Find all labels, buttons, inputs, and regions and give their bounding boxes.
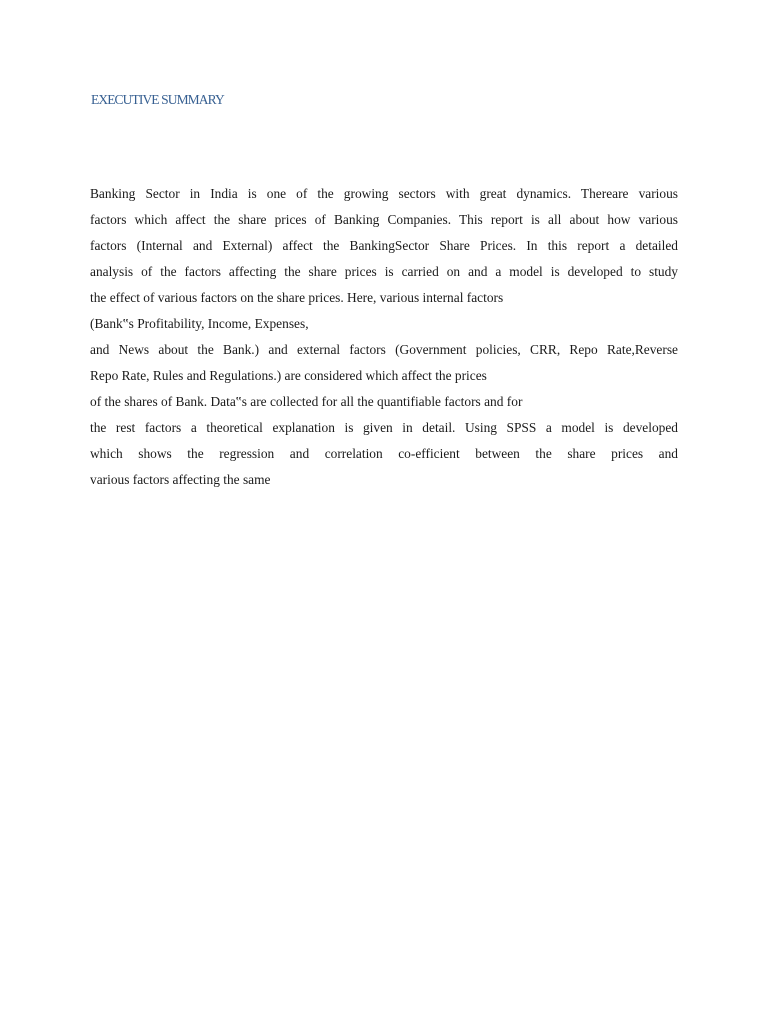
paragraph-line: Banking Sector in India is one of the growing sectors with great dynamics. Thereare various [90,186,678,201]
paragraph-line: factors (Internal and External) affect the BankingSector Share Prices. In this report a detailed [90,238,678,253]
paragraph-line: Repo Rate, Rules and Regulations.) are considered which affect the prices [90,368,487,383]
paragraph-line: various factors affecting the same [90,472,271,487]
paragraph-line: analysis of the factors affecting the share prices is carried on and a model is developed to study [90,264,678,279]
paragraph-line: and News about the Bank.) and external factors (Government policies, CRR, Repo Rate,Reverse [90,342,678,357]
summary-paragraph [90,181,678,493]
paragraph-line: the rest factors a theoretical explanation is given in detail. Using SPSS a model is developed [90,420,678,435]
paragraph-line: of the shares of Bank. Data‟s are collected for all the quantifiable factors and for [90,394,523,409]
paragraph-line: which shows the regression and correlation co-efficient between the share prices and [90,446,678,461]
executive-summary-heading: EXECUTIVE SUMMARY [91,92,224,107]
paragraph-line: (Bank‟s Profitability, Income, Expenses, [90,316,309,331]
paragraph-line: the effect of various factors on the share prices. Here, various internal factors [90,290,504,305]
paragraph-line: factors which affect the share prices of Banking Companies. This report is all about how various [90,212,678,227]
